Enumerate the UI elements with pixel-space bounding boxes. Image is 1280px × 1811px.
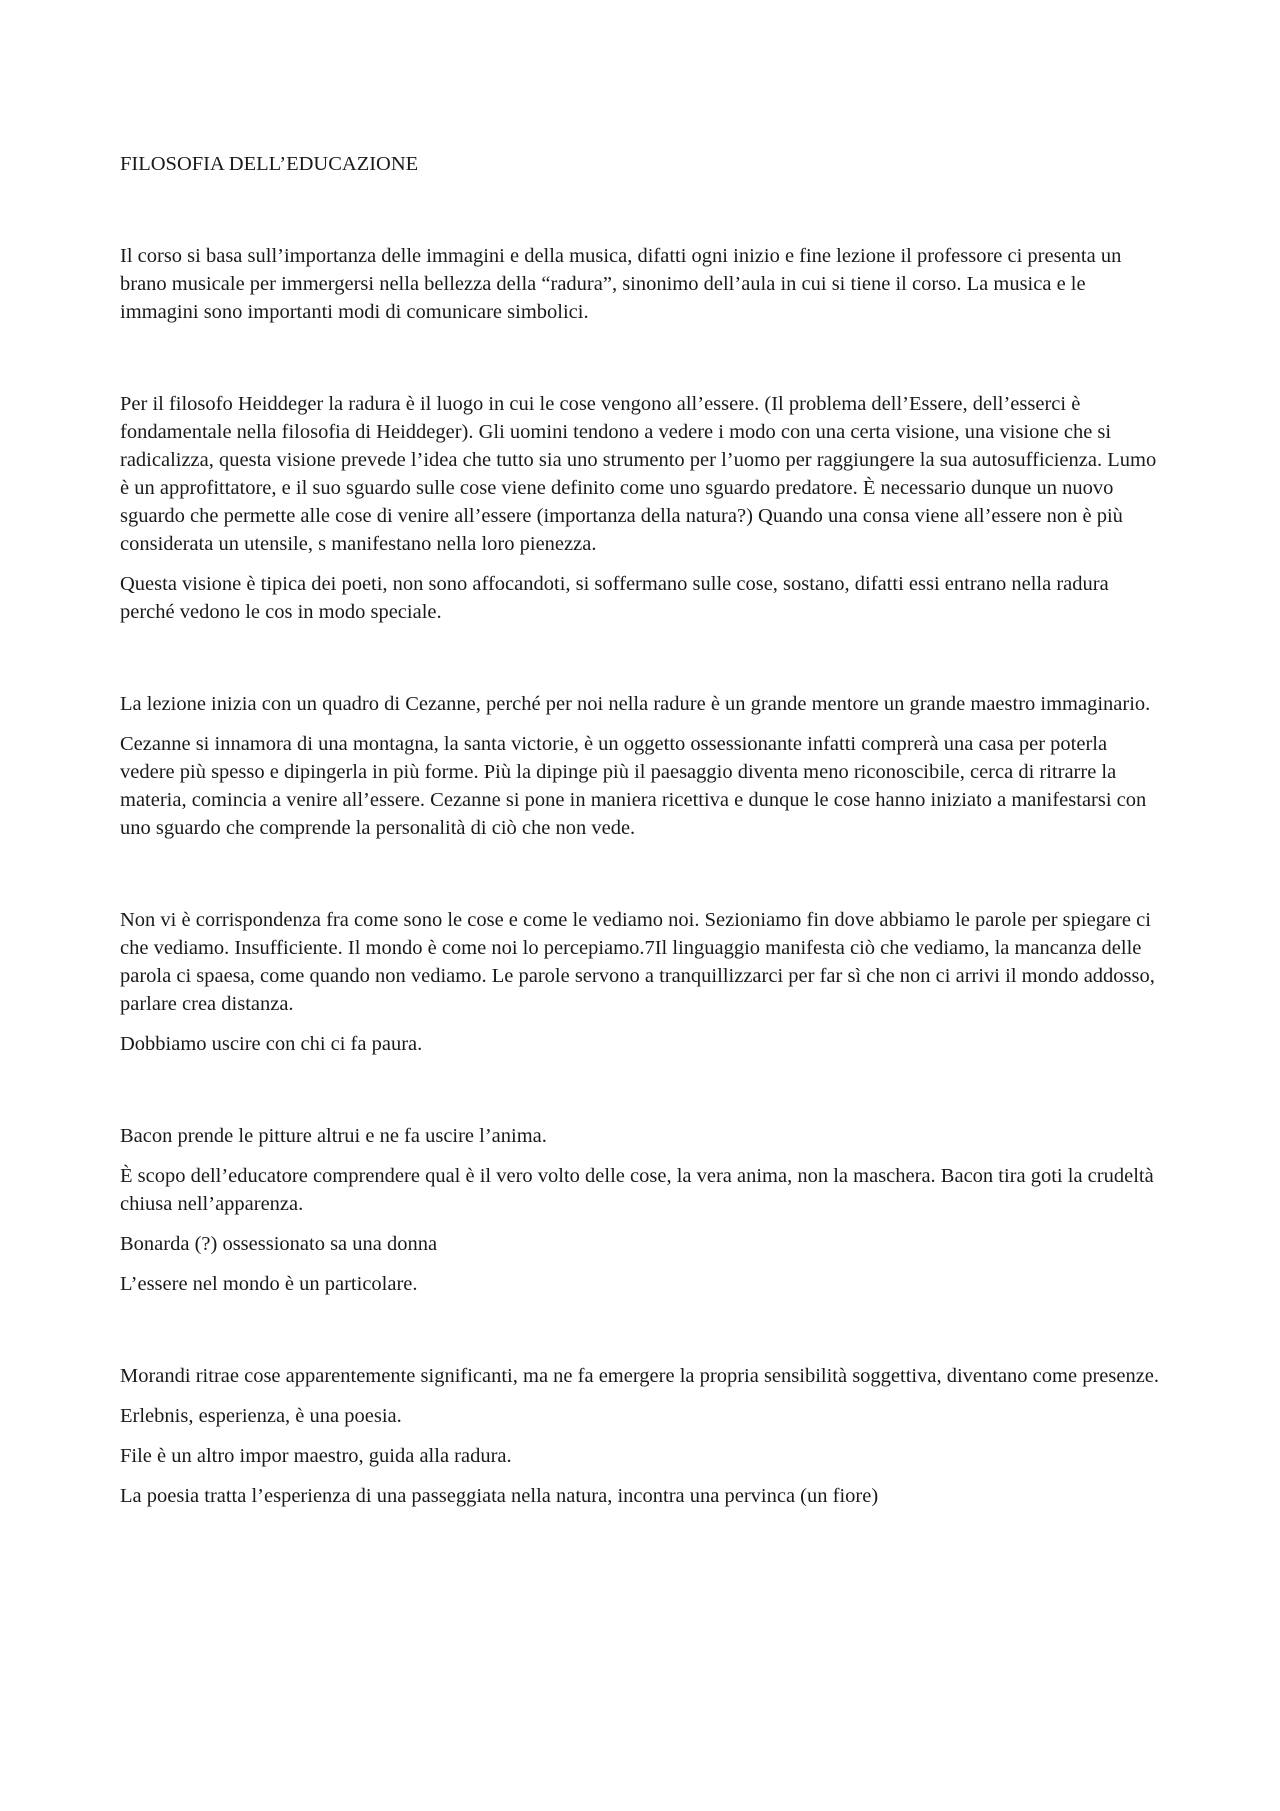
- paragraph-erlebnis: Erlebnis, esperienza, è una poesia.: [120, 1405, 402, 1427]
- document-title: FILOSOFIA DELL’EDUCAZIONE: [120, 153, 419, 175]
- paragraph-cezanne-mountain: Cezanne si innamora di una montagna, la santa victorie, è un oggetto ossessionante infatti comprerà una casa per poterla vedere più spesso e dipingerla in più forme. Più la dipinge più il paesaggio diventa meno riconoscibile, cerca di ritrarre la materia, comincia a venire all’essere. Cezanne si pone in maniera ricettiva e dunque le cose hanno iniziato a manifestarsi con uno sguardo che comprende la personalità di ciò che non vede.: [120, 733, 1147, 839]
- paragraph-being-in-world: L’essere nel mondo è un particolare.: [120, 1273, 418, 1295]
- paragraph-bonarda: Bonarda (?) ossessionato sa una donna: [120, 1233, 438, 1255]
- document-body: [120, 150, 1165, 1510]
- paragraph-educator: È scopo dell’educatore comprendere qual è il vero volto delle cose, la vera anima, non la maschera. Bacon tira goti la crudeltà chiusa nell’apparenza.: [120, 1165, 1154, 1215]
- paragraph-morandi: Morandi ritrae cose apparentemente significanti, ma ne fa emergere la propria sensibilità soggettiva, diventano come presenze.: [120, 1365, 1160, 1387]
- paragraph-cezanne-intro: La lezione inizia con un quadro di Cezanne, perché per noi nella radure è un grande mentore un grande maestro immaginario.: [120, 693, 1151, 715]
- paragraph-bacon: Bacon prende le pitture altrui e ne fa uscire l’anima.: [120, 1125, 547, 1147]
- paragraph-file: File è un altro impor maestro, guida alla radura.: [120, 1445, 512, 1467]
- paragraph-poem: La poesia tratta l’esperienza di una passeggiata nella natura, incontra una pervinca (un fiore): [120, 1485, 879, 1507]
- paragraph-heidegger: Per il filosofo Heiddeger la radura è il luogo in cui le cose vengono all’essere. (Il problema dell’Essere, dell’esserci è fondamentale nella filosofia di Heiddeger). Gli uomini tendono a vedere i modo con una certa visione, una visione che si radicalizza, questa visione prevede l’idea che tutto sia uno strumento per l’uomo per raggiungere la sua autosufficienza. Lumo è un approfittatore, e il suo sguardo sulle cose viene definito come uno sguardo predatore. È necessario dunque un nuovo sguardo che permette alle cose di venire all’essere (importanza della natura?) Quando una consa viene all’essere non è più considerata un utensile, s manifestano nella loro pienezza.: [120, 393, 1157, 555]
- paragraph-fear: Dobbiamo uscire con chi ci fa paura.: [120, 1033, 423, 1055]
- paragraph-course-intro: Il corso si basa sull’importanza delle immagini e della musica, difatti ogni inizio e fine lezione il professore ci presenta un brano musicale per immergersi nella bellezza della “radura”, sinonimo dell’aula in cui si tiene il corso. La musica e le immagini sono importanti modi di comunicare simbolici.: [120, 245, 1122, 323]
- paragraph-language: Non vi è corrispondenza fra come sono le cose e come le vediamo noi. Sezioniamo fin dove abbiamo le parole per spiegare ci che vediamo. Insufficiente. Il mondo è come noi lo percepiamo.7Il linguaggio manifesta ciò che vediamo, la mancanza delle parola ci spaesa, come quando non vediamo. Le parole servono a tranquillizzarci per far sì che non ci arrivi il mondo addosso, parlare crea distanza.: [120, 909, 1155, 1015]
- paragraph-poets: Questa visione è tipica dei poeti, non sono affocandoti, si soffermano sulle cose, sostano, difatti essi entrano nella radura perché vedono le cos in modo speciale.: [120, 573, 1109, 623]
